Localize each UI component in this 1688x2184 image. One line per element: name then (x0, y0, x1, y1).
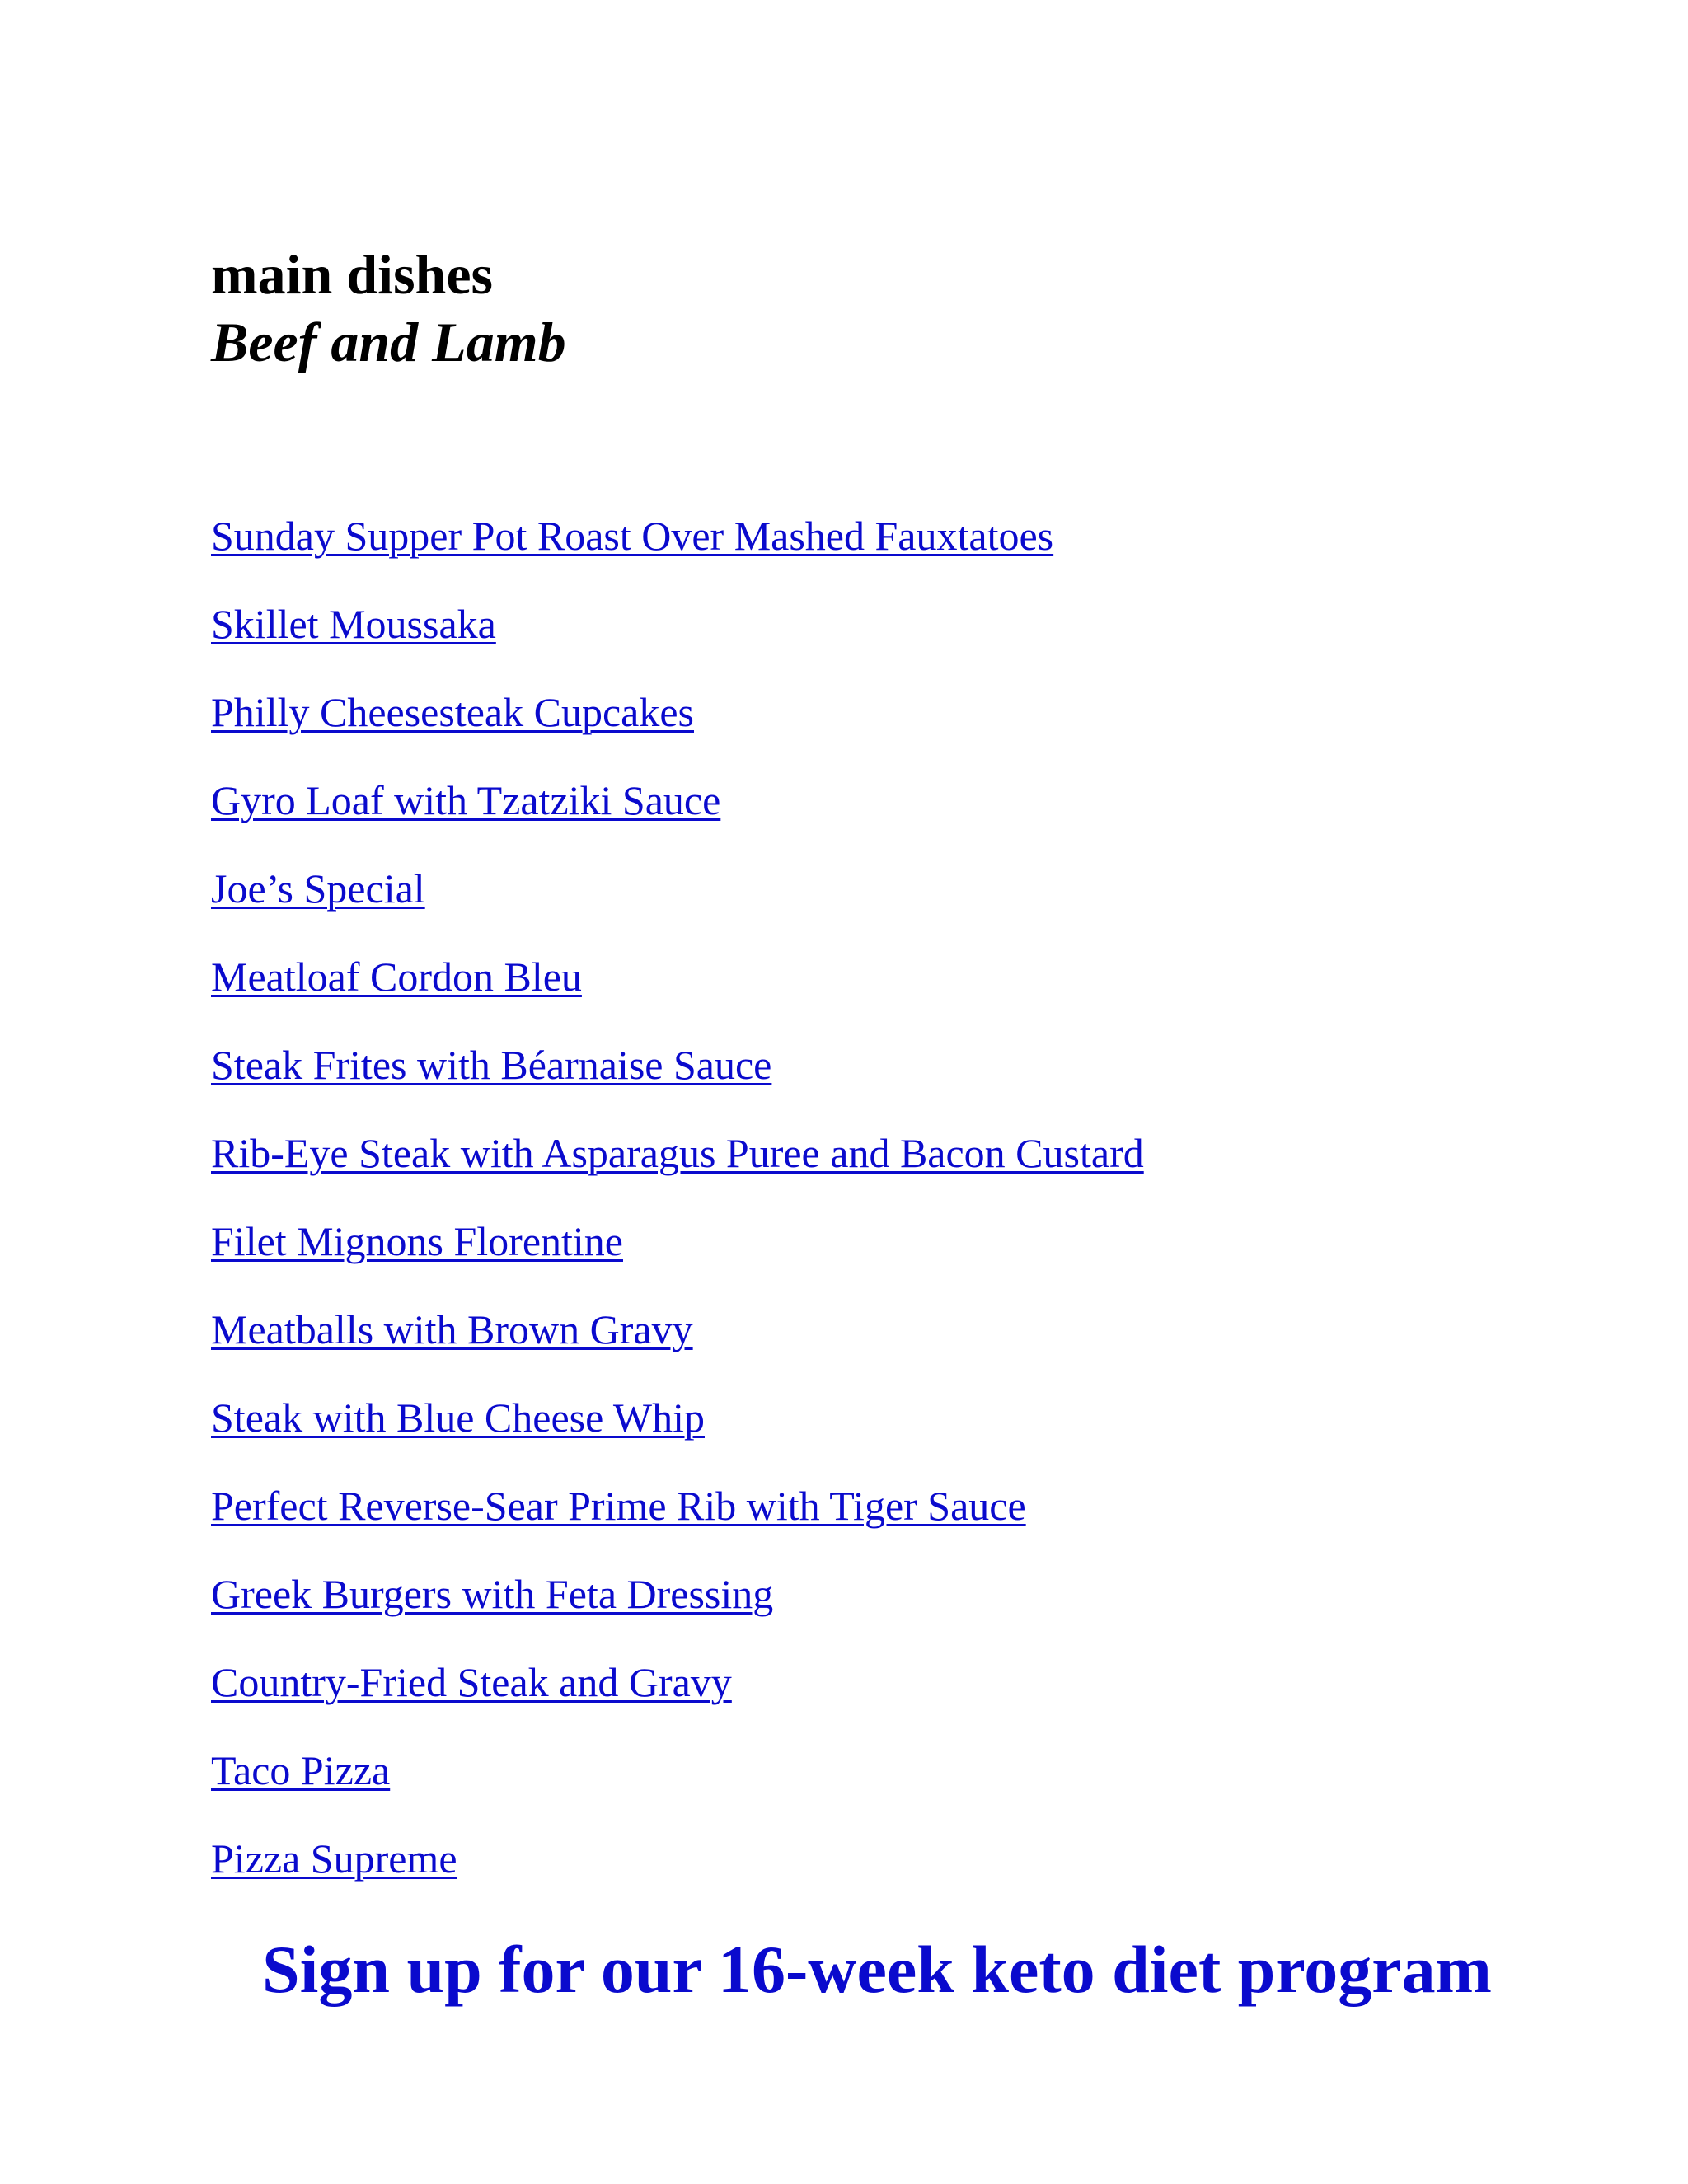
recipe-link-list (211, 511, 1144, 1922)
recipe-link-skillet-moussaka[interactable]: Skillet Moussaka (211, 601, 496, 647)
list-item (211, 1569, 1144, 1657)
cta-banner (0, 1929, 1688, 2011)
recipe-link-prime-rib[interactable]: Perfect Reverse-Sear Prime Rib with Tiger Sauce (211, 1483, 1026, 1529)
recipe-link-pot-roast[interactable]: Sunday Supper Pot Roast Over Mashed Fauxtatoes (211, 513, 1054, 559)
keto-program-signup-link[interactable]: Sign up for our 16-week keto diet program (262, 1932, 1492, 2007)
recipe-link-steak-blue-cheese[interactable]: Steak with Blue Cheese Whip (211, 1394, 705, 1441)
list-item (211, 1040, 1144, 1128)
recipe-link-country-fried-steak[interactable]: Country-Fried Steak and Gravy (211, 1659, 732, 1705)
list-item (211, 1305, 1144, 1393)
list-item (211, 687, 1144, 776)
recipe-link-greek-burgers[interactable]: Greek Burgers with Feta Dressing (211, 1571, 774, 1617)
recipe-link-joes-special[interactable]: Joe’s Special (211, 865, 425, 912)
list-item (211, 1393, 1144, 1481)
recipe-link-pizza-supreme[interactable]: Pizza Supreme (211, 1835, 457, 1882)
list-item (211, 511, 1144, 599)
list-item (211, 1128, 1144, 1216)
list-item (211, 952, 1144, 1040)
list-item (211, 1481, 1144, 1569)
recipe-link-gyro-loaf[interactable]: Gyro Loaf with Tzatziki Sauce (211, 777, 721, 823)
list-item (211, 864, 1144, 952)
recipe-link-filet-mignons[interactable]: Filet Mignons Florentine (211, 1218, 623, 1264)
section-subtitle: Beef and Lamb (211, 311, 566, 373)
recipe-link-taco-pizza[interactable]: Taco Pizza (211, 1747, 391, 1793)
recipe-link-meatballs[interactable]: Meatballs with Brown Gravy (211, 1306, 693, 1352)
recipe-link-rib-eye-steak[interactable]: Rib-Eye Steak with Asparagus Puree and Bacon Custard (211, 1130, 1144, 1176)
list-item (211, 776, 1144, 864)
list-item (211, 1657, 1144, 1746)
section-title: main dishes (211, 243, 493, 306)
recipe-link-meatloaf-cordon-bleu[interactable]: Meatloaf Cordon Bleu (211, 954, 582, 1000)
recipe-link-philly-cheesesteak-cupcakes[interactable]: Philly Cheesesteak Cupcakes (211, 689, 694, 735)
list-item (211, 1834, 1144, 1922)
list-item (211, 1216, 1144, 1305)
recipe-link-steak-frites[interactable]: Steak Frites with Béarnaise Sauce (211, 1042, 772, 1088)
section-heading (211, 241, 566, 376)
list-item (211, 599, 1144, 687)
list-item (211, 1746, 1144, 1834)
